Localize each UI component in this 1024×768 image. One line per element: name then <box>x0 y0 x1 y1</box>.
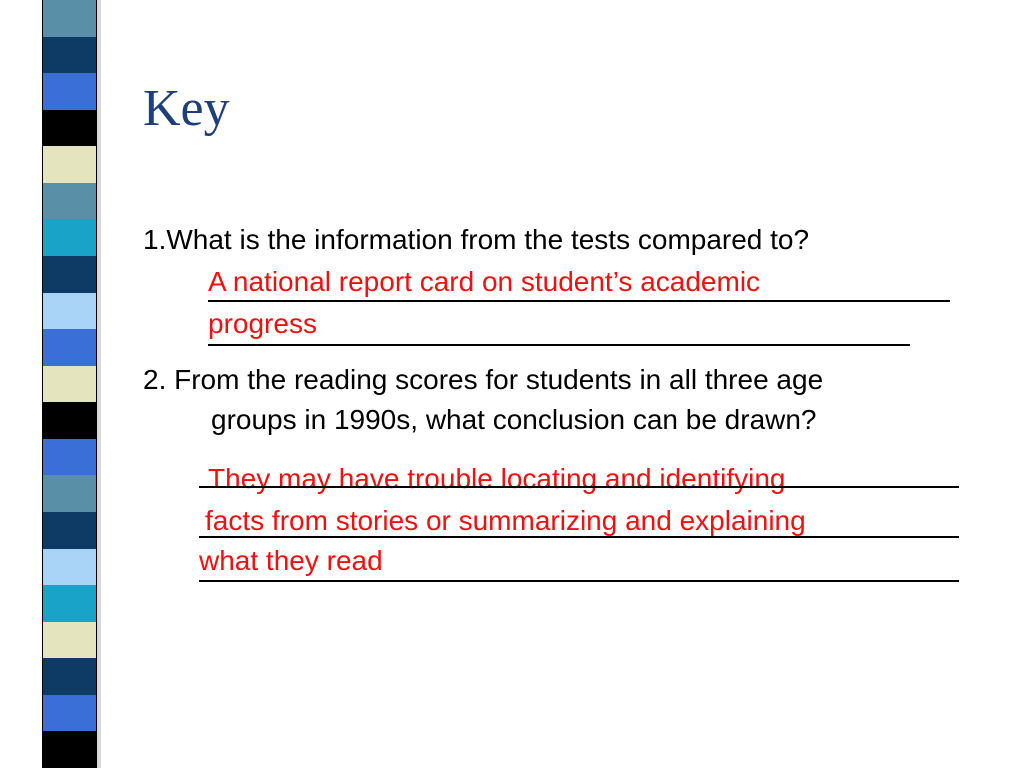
stripe-block <box>42 585 97 623</box>
stripe-block <box>42 183 97 221</box>
question-1-answer-rule-2 <box>208 344 910 346</box>
stripe-block <box>42 37 97 75</box>
question-1-answer-line-2: progress <box>208 308 317 339</box>
stripe-block <box>42 731 97 768</box>
question-2-answer-rule-2 <box>199 536 959 538</box>
question-2-answer-line-3: what they read <box>199 545 383 576</box>
stripe-block <box>42 0 97 38</box>
question-2-answer-line-2: facts from stories or summarizing and explaining <box>205 505 806 536</box>
stripe-block <box>42 658 97 696</box>
stripe-block <box>42 512 97 550</box>
stripe-block <box>42 402 97 440</box>
stripe-shadow <box>97 0 101 768</box>
question-2-answer-line-1: They may have trouble locating and identifying <box>208 463 786 494</box>
question-2-answer-rule-3 <box>199 580 959 582</box>
stripe-block <box>42 73 97 111</box>
stripe-block <box>42 293 97 331</box>
stripe-block <box>42 366 97 404</box>
stripe-block <box>42 622 97 660</box>
question-1-text: 1.What is the information from the tests compared to? <box>143 224 810 255</box>
stripe-block <box>42 146 97 184</box>
stripe-block <box>42 219 97 257</box>
stripe-block <box>42 549 97 587</box>
stripe-block <box>42 695 97 733</box>
question-2-answer-rule-1 <box>199 486 959 488</box>
stripe-block <box>42 439 97 477</box>
question-2-text-line-2: groups in 1990s, what conclusion can be drawn? <box>211 404 817 435</box>
stripe-block <box>42 256 97 294</box>
question-2-text-line-1: 2. From the reading scores for students in all three age <box>143 364 824 395</box>
question-1-answer-line-1: A national report card on student’s academic <box>208 266 761 297</box>
question-1-answer-rule-1 <box>208 300 950 302</box>
stripe-block <box>42 475 97 513</box>
slide-title: Key <box>143 80 230 137</box>
decorative-stripe <box>0 0 118 768</box>
stripe-block <box>42 329 97 367</box>
stripe-block <box>42 110 97 148</box>
